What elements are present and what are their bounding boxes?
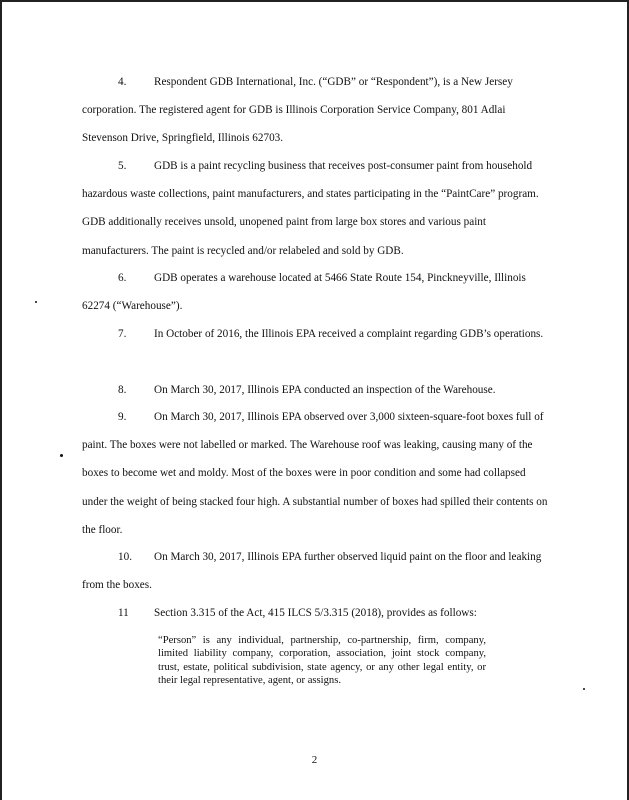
paragraph-number: 10. xyxy=(118,551,132,563)
paragraph-number: 6. xyxy=(118,272,127,284)
paragraph-text: Respondent GDB International, Inc. (“GDB” or “Respondent”), is a New Jersey corporation. The registered agent for GDB is Illinois Corporation Service Company, 801 Adlai Stevenson Drive, Springfield, Illinois 62703. xyxy=(82,76,513,145)
paragraph-5 xyxy=(82,152,548,265)
paragraph-number: 4. xyxy=(118,76,127,88)
paragraph-7 xyxy=(82,320,548,348)
scan-speck xyxy=(583,688,585,690)
scan-border-top xyxy=(0,0,629,2)
paragraph-number: 7. xyxy=(118,328,127,340)
scan-speck xyxy=(35,301,37,303)
paragraph-9 xyxy=(82,403,548,544)
paragraph-text: On March 30, 2017, Illinois EPA further observed liquid paint on the floor and leaking from the boxes. xyxy=(82,551,542,592)
paragraph-10 xyxy=(82,543,548,599)
paragraph-text: On March 30, 2017, Illinois EPA observed over 3,000 sixteen-square-foot boxes full of paint. The boxes were not labelled or marked. The Warehouse roof was leaking, causing many of the boxes to become wet and moldy. Most of the boxes were in poor condition and some had collapsed under the weight of being stacked four high. A substantial number of boxes had spilled their contents on the floor. xyxy=(82,411,548,536)
page-number: 2 xyxy=(311,754,318,766)
paragraph-number: 11 xyxy=(118,607,129,619)
paragraph-number: 9. xyxy=(118,411,127,423)
paragraph-text: GDB is a paint recycling business that receives post-consumer paint from household hazardous waste collections, paint manufacturers, and states participating in the “PaintCare” program. GDB additionally receives unsold, unopened paint from large box stores and various paint manufacturers. The paint is recycled and/or relabeled and sold by GDB. xyxy=(82,160,539,257)
paragraph-6 xyxy=(82,264,548,320)
scan-speck xyxy=(60,454,63,457)
paragraph-4 xyxy=(82,68,548,153)
paragraph-text: On March 30, 2017, Illinois EPA conducted an inspection of the Warehouse. xyxy=(154,384,496,396)
paragraph-number: 8. xyxy=(118,384,127,396)
paragraph-text: Section 3.315 of the Act, 415 ILCS 5/3.315 (2018), provides as follows: xyxy=(154,607,477,619)
paragraph-text: In October of 2016, the Illinois EPA received a complaint regarding GDB’s operations. xyxy=(154,328,544,340)
paragraph-11 xyxy=(82,599,548,627)
paragraph-text: GDB operates a warehouse located at 5466 State Route 154, Pinckneyville, Illinois 62274 (“Warehouse”). xyxy=(82,272,526,313)
block-quote: “Person” is any individual, partnership, co-partnership, firm, company, limited liability company, corporation, association, joint stock company, trust, estate, political subdivision, state agency, or any other legal entity, or their legal representative, agent, or assigns. xyxy=(158,635,486,687)
scan-border-left xyxy=(0,0,2,800)
paragraph-8 xyxy=(82,376,548,404)
paragraph-number: 5. xyxy=(118,160,127,172)
